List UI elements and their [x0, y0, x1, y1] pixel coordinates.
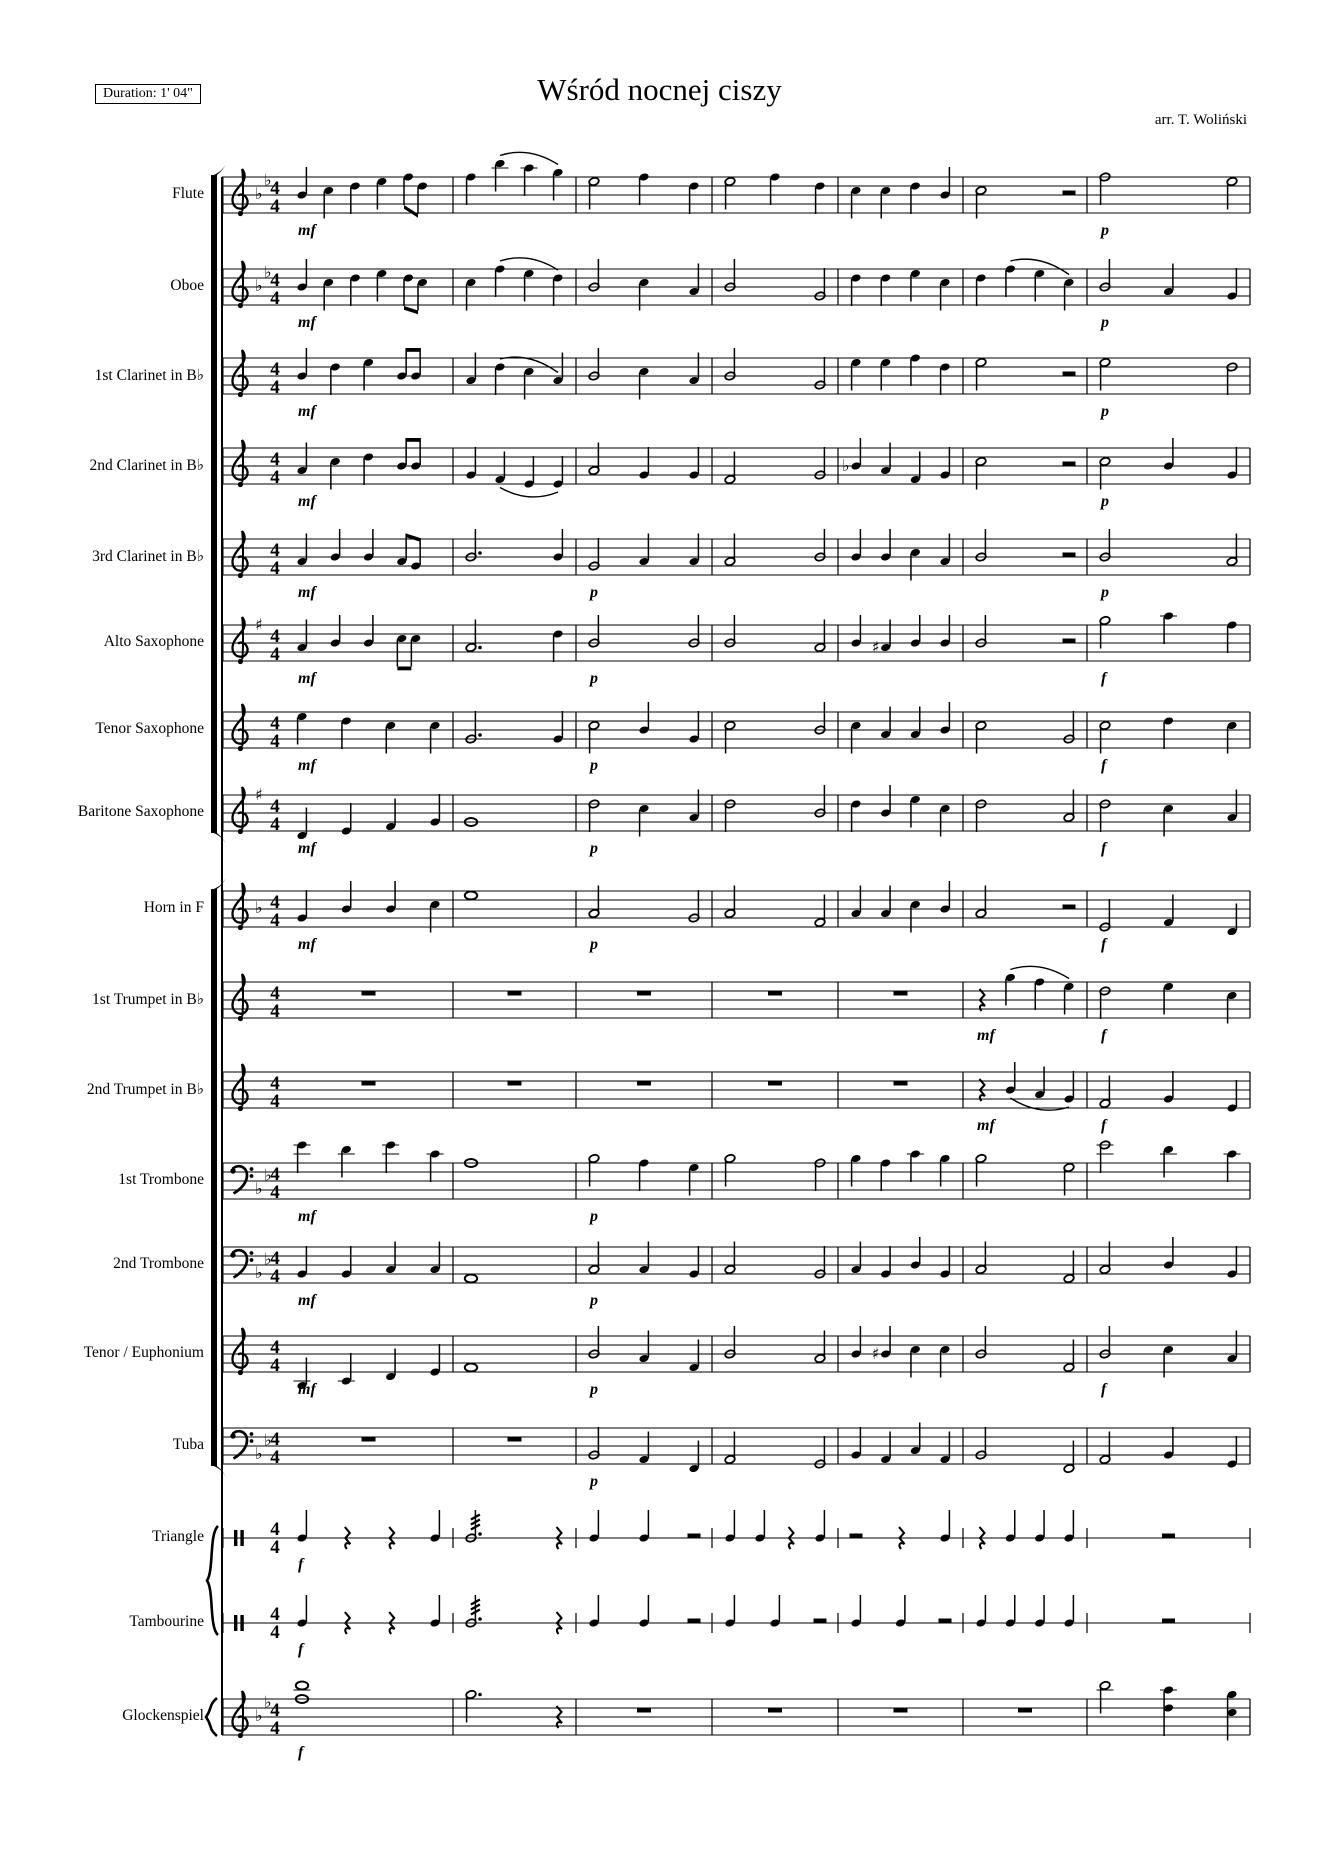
instrument-label: Oboe — [170, 277, 204, 294]
svg-text:4: 4 — [270, 1001, 280, 1022]
instrument-label: 2nd Trombone — [113, 1255, 204, 1272]
instrument-label: Glockenspiel — [122, 1707, 204, 1724]
svg-text:♭: ♭ — [264, 1249, 272, 1269]
svg-text:f: f — [298, 1556, 304, 1573]
instrument-label: 2nd Clarinet in B♭ — [89, 457, 204, 474]
svg-text:mf: mf — [298, 1292, 316, 1309]
svg-text:4: 4 — [270, 540, 280, 561]
staff-notation — [222, 1045, 1250, 1145]
svg-text:4: 4 — [270, 1519, 280, 1540]
svg-text:mf: mf — [298, 493, 316, 510]
svg-text:4: 4 — [270, 1248, 280, 1269]
staff-notation — [222, 768, 1250, 868]
svg-text:mf: mf — [298, 584, 316, 601]
svg-text:mf: mf — [298, 840, 316, 857]
svg-text:4: 4 — [270, 1537, 280, 1558]
svg-text:mf: mf — [298, 314, 316, 331]
svg-text:mf: mf — [977, 1117, 995, 1134]
svg-text:f: f — [1101, 840, 1107, 857]
svg-text:♭: ♭ — [255, 898, 263, 917]
svg-text:4: 4 — [270, 288, 280, 309]
svg-text:♭: ♭ — [842, 456, 850, 475]
svg-text:4: 4 — [270, 377, 280, 398]
svg-text:4: 4 — [270, 1622, 280, 1643]
instrument-label: Baritone Saxophone — [77, 803, 204, 820]
instrument-label: Horn in F — [143, 899, 204, 916]
svg-text:p: p — [1101, 584, 1109, 601]
svg-text:mf: mf — [298, 222, 316, 239]
svg-text:mf: mf — [298, 936, 316, 953]
svg-text:4: 4 — [270, 558, 280, 579]
svg-text:4: 4 — [270, 1073, 280, 1094]
staff-notation — [222, 512, 1250, 612]
svg-text:♭: ♭ — [255, 1444, 263, 1463]
staff-notation — [222, 1672, 1250, 1772]
instrument-label: 2nd Trumpet in B♭ — [86, 1081, 204, 1098]
svg-text:p: p — [590, 1292, 598, 1309]
staff-notation — [222, 242, 1250, 342]
svg-text:p: p — [1101, 314, 1109, 331]
svg-text:p: p — [590, 584, 598, 601]
svg-text:4: 4 — [270, 1182, 280, 1203]
svg-text:4: 4 — [270, 1700, 280, 1721]
arranger-credit: arr. T. Woliński — [1154, 112, 1247, 128]
svg-text:4: 4 — [270, 1164, 280, 1185]
svg-text:♭: ♭ — [264, 1430, 272, 1450]
svg-text:4: 4 — [270, 359, 280, 380]
svg-text:♭: ♭ — [264, 262, 272, 282]
instrument-label: Tambourine — [129, 1613, 204, 1630]
system-brackets — [0, 0, 260, 1865]
svg-text:4: 4 — [270, 983, 280, 1004]
svg-text:♭: ♭ — [264, 1165, 272, 1185]
svg-text:♭: ♭ — [255, 1179, 263, 1198]
svg-text:4: 4 — [270, 1429, 280, 1450]
svg-text:4: 4 — [270, 713, 280, 734]
staff-notation — [222, 150, 1250, 250]
svg-text:4: 4 — [270, 1266, 280, 1287]
svg-text:4: 4 — [270, 1604, 280, 1625]
svg-text:♯: ♯ — [871, 637, 880, 657]
svg-text:p: p — [590, 1473, 598, 1490]
instrument-label: 3rd Clarinet in B♭ — [92, 548, 204, 565]
svg-text:p: p — [1101, 403, 1109, 420]
staff-notation — [222, 1309, 1250, 1409]
svg-text:f: f — [1101, 670, 1107, 687]
svg-text:4: 4 — [270, 467, 280, 488]
svg-text:4: 4 — [270, 196, 280, 217]
instrument-label: Flute — [172, 185, 204, 202]
svg-text:p: p — [590, 936, 598, 953]
svg-text:p: p — [1101, 222, 1109, 239]
svg-text:♯: ♯ — [871, 1344, 880, 1363]
svg-text:4: 4 — [270, 892, 280, 913]
svg-text:♭: ♭ — [255, 184, 263, 203]
instrument-label: 1st Trombone — [118, 1171, 204, 1188]
svg-text:mf: mf — [298, 1208, 316, 1225]
svg-text:4: 4 — [270, 1718, 280, 1739]
staff-notation — [222, 1401, 1250, 1501]
staff-notation — [222, 1578, 1250, 1678]
svg-text:f: f — [1101, 1117, 1107, 1134]
svg-text:4: 4 — [270, 449, 280, 470]
svg-text:♯: ♯ — [255, 615, 263, 634]
svg-text:p: p — [590, 1381, 598, 1398]
svg-text:4: 4 — [270, 910, 280, 931]
instrument-label: 1st Trumpet in B♭ — [92, 991, 204, 1008]
svg-text:f: f — [298, 1744, 304, 1761]
svg-text:f: f — [1101, 936, 1107, 953]
svg-text:♭: ♭ — [255, 1263, 263, 1282]
svg-text:4: 4 — [270, 731, 280, 752]
instrument-label: Triangle — [152, 1528, 204, 1545]
svg-text:p: p — [590, 1208, 598, 1225]
staff-notation — [222, 955, 1250, 1055]
page-title: Wśród nocnej ciszy — [537, 72, 782, 107]
svg-text:4: 4 — [270, 270, 280, 291]
staff-notation — [222, 421, 1250, 521]
svg-text:4: 4 — [270, 626, 280, 647]
svg-text:p: p — [590, 840, 598, 857]
instrument-label: Alto Saxophone — [103, 633, 204, 650]
svg-text:mf: mf — [298, 670, 316, 687]
staff-notation — [222, 1220, 1250, 1320]
svg-text:4: 4 — [270, 1447, 280, 1468]
svg-text:4: 4 — [270, 796, 280, 817]
svg-text:mf: mf — [298, 757, 316, 774]
svg-text:p: p — [590, 670, 598, 687]
svg-text:4: 4 — [270, 1091, 280, 1112]
svg-text:mf: mf — [298, 1381, 316, 1398]
svg-text:f: f — [298, 1641, 304, 1658]
duration-box: Duration: 1' 04" — [95, 84, 201, 104]
svg-text:4: 4 — [270, 178, 280, 199]
svg-text:♭: ♭ — [255, 276, 263, 295]
svg-text:4: 4 — [270, 644, 280, 665]
instrument-label: Tenor / Euphonium — [83, 1344, 204, 1361]
instrument-label: Tuba — [172, 1436, 204, 1453]
svg-text:p: p — [590, 757, 598, 774]
staff-notation — [222, 598, 1250, 698]
svg-text:mf: mf — [977, 1027, 995, 1044]
svg-text:♭: ♭ — [255, 1706, 263, 1725]
svg-text:♭: ♭ — [264, 170, 272, 190]
staff-notation — [222, 864, 1250, 964]
svg-text:4: 4 — [270, 1355, 280, 1376]
svg-text:f: f — [1101, 1381, 1107, 1398]
svg-text:4: 4 — [270, 814, 280, 835]
svg-text:mf: mf — [298, 403, 316, 420]
instrument-label: 1st Clarinet in B♭ — [94, 367, 204, 384]
svg-text:p: p — [1101, 493, 1109, 510]
instrument-label: Tenor Saxophone — [95, 720, 204, 737]
svg-text:f: f — [1101, 1027, 1107, 1044]
svg-text:4: 4 — [270, 1337, 280, 1358]
svg-text:♭: ♭ — [264, 1692, 272, 1712]
svg-text:♯: ♯ — [255, 785, 263, 804]
staff-notation — [222, 331, 1250, 431]
svg-text:f: f — [1101, 757, 1107, 774]
